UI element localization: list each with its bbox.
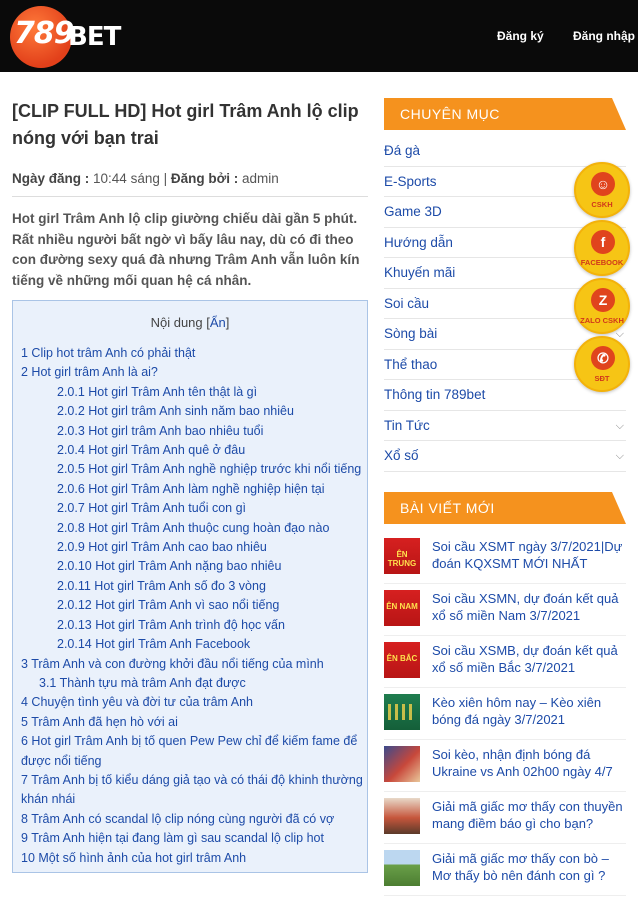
- float-button-label: ZALO CSKH: [580, 316, 624, 325]
- support-agent-icon: ☺: [591, 172, 615, 196]
- float-button-support-agent[interactable]: [574, 162, 630, 218]
- category-item[interactable]: [384, 411, 626, 442]
- logo-number: 789: [14, 16, 74, 51]
- category-label: Đá gà: [384, 143, 421, 158]
- author-value: admin: [241, 171, 279, 186]
- meta-separator: |: [163, 171, 171, 186]
- toc-header: Nội dung [Ẩn]: [150, 315, 230, 330]
- recent-post-item[interactable]: [384, 688, 626, 740]
- category-label: Thể thao: [384, 356, 438, 372]
- article-meta: [12, 171, 368, 191]
- toc-item[interactable]: 2.0.6 Hot girl Trâm Anh làm nghề nghiệp hiện tại: [57, 481, 325, 496]
- category-label: Xổ số: [384, 448, 419, 463]
- float-button-label: CSKH: [591, 200, 613, 209]
- toc-item[interactable]: 1 Clip hot trâm Anh có phải thật: [21, 346, 196, 360]
- article-intro: Hot girl Trâm Anh lộ clip giường chiếu dài gần 5 phút. Rất nhiều người bất ngờ vì bấy lâu nay, dù có đi theo con đường sexy quá đà nhưng Trâm Anh vẫn luôn kín tiếng về những mối quan hệ cá nhân.: [12, 211, 360, 288]
- author-label: Đăng bởi :: [170, 171, 239, 186]
- toc-item[interactable]: 2.0.12 Hot girl Trâm Anh vì sao nổi tiếng: [57, 598, 280, 613]
- recent-post-item[interactable]: [384, 636, 626, 688]
- table-of-contents: [12, 300, 368, 873]
- recent-posts-heading: BÀI VIẾT MỚI: [384, 492, 626, 524]
- category-item[interactable]: [384, 136, 626, 167]
- toc-item[interactable]: 2.0.14 Hot girl Trâm Anh Facebook: [57, 637, 251, 652]
- float-button-phone[interactable]: [574, 336, 630, 392]
- toc-item[interactable]: 7 Trâm Anh bị tố kiểu dáng giả tạo và có thái độ khinh thường khán nhái: [21, 772, 363, 807]
- thumbnail-caption: ÊN TRUNG: [387, 550, 417, 568]
- login-link[interactable]: Đăng nhập: [573, 29, 635, 43]
- toc-item[interactable]: 9 Trâm Anh hiện tại đang làm gì sau scandal lộ clip hot: [21, 831, 324, 846]
- recent-post-item[interactable]: [384, 584, 626, 636]
- toc-item[interactable]: 2.0.4 Hot girl Trâm Anh quê ở đâu: [57, 443, 246, 458]
- recent-post-item[interactable]: [384, 844, 626, 896]
- category-label: Tin Tức: [384, 417, 430, 433]
- phone-icon: ✆: [591, 346, 615, 370]
- post-title-link[interactable]: Giải mã giấc mơ thấy con thuyền mang điềm báo gì cho bạn?: [432, 799, 623, 831]
- toc-list: [21, 344, 363, 868]
- post-title-link[interactable]: Soi cầu XSMT ngày 3/7/2021|Dự đoán KQXSMT MỚI NHẤT: [432, 539, 623, 571]
- recent-posts-list: [384, 532, 626, 896]
- category-item[interactable]: [384, 441, 626, 472]
- toc-item[interactable]: 5 Trâm Anh đã hẹn hò với ai: [21, 714, 178, 729]
- category-label: Hướng dẫn: [384, 234, 453, 250]
- post-thumbnail[interactable]: [384, 538, 420, 574]
- recent-post-item[interactable]: [384, 532, 626, 584]
- toc-item[interactable]: 2 Hot girl trâm Anh là ai?: [21, 365, 158, 380]
- category-label: Thông tin 789bet: [384, 387, 486, 402]
- toc-item[interactable]: 2.0.9 Hot girl Trâm Anh cao bao nhiêu: [57, 540, 267, 555]
- category-label: Soi cầu: [384, 295, 430, 311]
- category-label: Sòng bài: [384, 326, 438, 341]
- chevron-down-icon[interactable]: ⌵: [615, 450, 624, 462]
- toc-item[interactable]: 2.0.10 Hot girl Trâm Anh nặng bao nhiêu: [57, 559, 282, 574]
- toc-item[interactable]: 2.0.7 Hot girl Trâm Anh tuổi con gì: [57, 501, 246, 516]
- float-button-zalo[interactable]: [574, 278, 630, 334]
- recent-post-item[interactable]: [384, 792, 626, 844]
- toc-heading: Nội dung: [150, 315, 203, 330]
- categories-heading: CHUYÊN MỤC: [384, 98, 626, 130]
- toc-item[interactable]: 2.0.13 Hot girl Trâm Anh trình độ học vấn: [57, 617, 285, 632]
- toc-toggle-link[interactable]: Ẩn: [209, 315, 226, 330]
- post-thumbnail[interactable]: [384, 746, 420, 782]
- toc-item[interactable]: 3 Trâm Anh và con đường khởi đầu nổi tiếng của mình: [21, 656, 324, 671]
- toc-item[interactable]: 2.0.1 Hot girl Trâm Anh tên thật là gì: [57, 384, 258, 399]
- post-thumbnail[interactable]: [384, 590, 420, 626]
- site-logo[interactable]: [10, 4, 120, 66]
- toc-item[interactable]: 2.0.11 Hot girl Trâm Anh số đo 3 vòng: [57, 578, 266, 593]
- thumbnail-caption: ÊN BẮC: [386, 654, 418, 663]
- post-title-link[interactable]: Giải mã giấc mơ thấy con bò – Mơ thấy bò nên đánh con gì ?: [432, 851, 609, 883]
- toc-item[interactable]: 6 Hot girl Trâm Anh bị tố quen Pew Pew chỉ để kiếm fame để được nổi tiếng: [21, 734, 358, 768]
- chevron-down-icon[interactable]: ⌵: [615, 419, 624, 432]
- post-title-link[interactable]: Kèo xiên hôm nay – Kèo xiên bóng đá ngày 3/7/2021: [432, 695, 602, 727]
- logo-text: BET: [68, 22, 121, 52]
- post-title-link[interactable]: Soi cầu XSMB, dự đoán kết quả xổ số miền Bắc 3/7/2021: [432, 643, 618, 675]
- category-label: Khuyến mãi: [384, 265, 456, 280]
- toc-item[interactable]: 4 Chuyện tình yêu và đời tư của trâm Anh: [21, 695, 253, 710]
- toc-item[interactable]: 2.0.8 Hot girl Trâm Anh thuộc cung hoàn đạo nào: [57, 520, 330, 535]
- register-link[interactable]: Đăng ký: [497, 29, 544, 43]
- article-title: [CLIP FULL HD] Hot girl Trâm Anh lộ clip nóng với bạn trai: [12, 101, 359, 148]
- date-label: Ngày đăng :: [12, 171, 90, 186]
- zalo-icon: Z: [591, 288, 615, 312]
- toc-item[interactable]: 3.1 Thành tựu mà trâm Anh đạt được: [39, 675, 246, 690]
- recent-post-item[interactable]: [384, 740, 626, 792]
- category-label: Game 3D: [384, 204, 442, 219]
- post-thumbnail[interactable]: [384, 694, 420, 730]
- meta-divider: [12, 196, 368, 197]
- chevron-down-icon[interactable]: ⌵: [615, 328, 624, 340]
- article: [12, 98, 368, 291]
- post-thumbnail[interactable]: [384, 798, 420, 834]
- thumbnail-caption: ÊN NAM: [386, 602, 418, 611]
- post-thumbnail[interactable]: [384, 642, 420, 678]
- toc-item[interactable]: 2.0.5 Hot girl Trâm Anh nghề nghiệp trước khi nổi tiếng: [57, 462, 362, 477]
- toc-item[interactable]: 2.0.3 Hot girl trâm Anh bao nhiêu tuổi: [57, 423, 264, 438]
- toc-item[interactable]: 8 Trâm Anh có scandal lộ clip nóng cùng người đã có vợ: [21, 811, 335, 826]
- post-thumbnail[interactable]: [384, 850, 420, 886]
- toc-item[interactable]: 2.0.2 Hot girl trâm Anh sinh năm bao nhiêu: [57, 404, 294, 419]
- float-button-label: FACEBOOK: [580, 258, 624, 267]
- category-label: E-Sports: [384, 173, 437, 189]
- post-title-link[interactable]: Soi kèo, nhận định bóng đá Ukraine vs Anh 02h00 ngày 4/7: [432, 747, 613, 779]
- float-button-facebook[interactable]: [574, 220, 630, 276]
- float-button-label: SĐT: [594, 374, 610, 383]
- post-title-link[interactable]: Soi cầu XSMN, dự đoán kết quả xổ số miền Nam 3/7/2021: [432, 591, 619, 623]
- date-value: 10:44 sáng: [93, 171, 160, 186]
- toc-item[interactable]: 10 Một số hình ảnh của hot girl trâm Anh: [21, 850, 247, 865]
- site-header: [0, 0, 638, 72]
- facebook-icon: f: [591, 230, 615, 254]
